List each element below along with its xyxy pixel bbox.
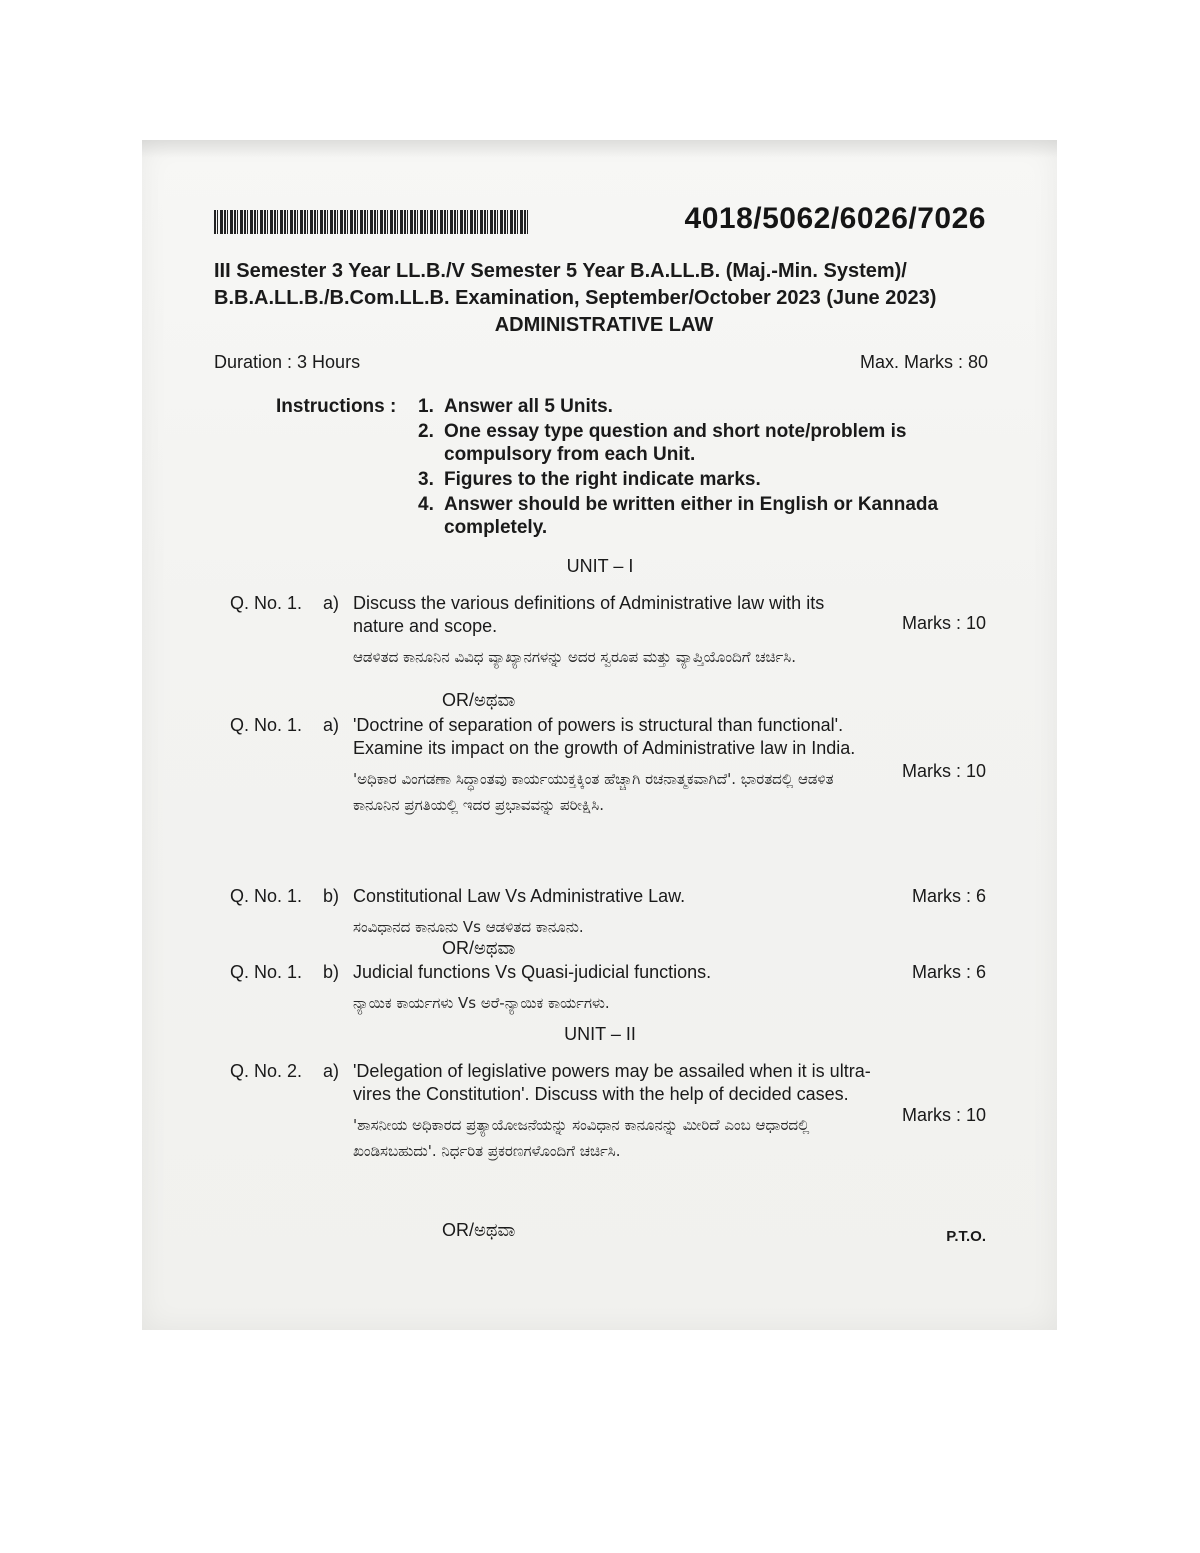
instruction-text: One essay type question and short note/problem is compulsory from each Unit. (444, 421, 907, 465)
or-separator: OR/ಅಥವಾ (442, 1220, 516, 1240)
question-text-en: 'Doctrine of separation of powers is structural than functional'. Examine its impact on the growth of Administrative law in India. (353, 715, 856, 758)
question-text-en: 'Delegation of legislative powers may be assailed when it is ultra-vires the Constitution'. Discuss with the help of decided cases. (353, 1061, 871, 1104)
question-number: Q. No. 2. (230, 1061, 303, 1081)
question-marks: Marks : 10 (901, 1105, 986, 1125)
question-marks: Marks : 10 (901, 761, 986, 781)
question-number: Q. No. 1. (230, 715, 303, 735)
question-text-en: Constitutional Law Vs Administrative Law. (353, 886, 686, 906)
exam-header (214, 258, 994, 339)
question-block (230, 714, 990, 818)
question-text-kn: ನ್ಯಾಯಿಕ ಕಾರ್ಯಗಳು Vs ಅರೆ-ನ್ಯಾಯಿಕ ಕಾರ್ಯಗಳು. (353, 994, 610, 1012)
question-block (230, 885, 990, 940)
duration: Duration : 3 Hours (214, 352, 361, 372)
question-part: a) (323, 715, 340, 735)
instruction-number: 2. (418, 421, 434, 442)
barcode (214, 210, 530, 234)
question-marks: Marks : 6 (911, 962, 986, 982)
instruction-number: 4. (418, 494, 434, 515)
question-text-en: Judicial functions Vs Quasi-judicial functions. (353, 962, 712, 982)
question-text-kn: ಆಡಳಿತದ ಕಾನೂನಿನ ವಿವಿಧ ವ್ಯಾಖ್ಯಾನಗಳನ್ನು ಅದರ ಸ್ವರೂಪ ಮತ್ತು ವ್ಯಾಪ್ತಿಯೊಂದಿಗೆ ಚರ್ಚಿಸಿ. (353, 648, 797, 666)
duration-row (214, 352, 988, 373)
question-part: a) (323, 593, 340, 613)
question-number: Q. No. 1. (230, 962, 303, 982)
unit-heading: UNIT – II (564, 1024, 636, 1044)
instructions-label: Instructions : (276, 396, 397, 417)
question-block (230, 1060, 990, 1164)
or-separator: OR/ಅಥವಾ (442, 938, 516, 958)
instruction-text: Figures to the right indicate marks. (444, 469, 761, 490)
question-text-kn: 'ಶಾಸನೀಯ ಅಧಿಕಾರದ ಪ್ರತ್ಯಾಯೋಜನೆಯನ್ನು ಸಂವಿಧಾನ ಕಾನೂನನ್ನು ಮೀರಿದೆ ಎಂಬ ಆಧಾರದಲ್ಲಿ ಖಂಡಿಸಬಹುದು'. ನಿರ್ಧರಿತ ಪ್ರಕರಣಗಳೊಂದಿಗೆ ಚರ್ಚಿಸಿ. (353, 1116, 810, 1160)
header-line-1: III Semester 3 Year LL.B./V Semester 5 Year B.A.LL.B. (Maj.-Min. System)/ (214, 260, 907, 282)
question-block (230, 592, 990, 670)
instruction-item (418, 395, 966, 418)
question-part: b) (323, 962, 340, 982)
question-marks: Marks : 10 (901, 613, 986, 633)
question-text-kn: 'ಅಧಿಕಾರ ವಿಂಗಡಣಾ ಸಿದ್ಧಾಂತವು ಕಾರ್ಯಯುಕ್ತಕ್ಕಿಂತ ಹೆಚ್ಚಾಗಿ ರಚನಾತ್ಮಕವಾಗಿದೆ'. ಭಾರತದಲ್ಲಿ ಆಡಳಿತ ಕಾನೂನಿನ ಪ್ರಗತಿಯಲ್ಲಿ ಇದರ ಪ್ರಭಾವವನ್ನು ಪರೀಕ್ಷಿಸಿ. (353, 770, 834, 814)
or-separator: OR/ಅಥವಾ (442, 690, 516, 710)
instructions (276, 395, 966, 541)
question-number: Q. No. 1. (230, 886, 303, 906)
paper-code: 4018/5062/6026/7026 (684, 202, 986, 235)
question-part: b) (323, 886, 340, 906)
question-number: Q. No. 1. (230, 593, 303, 613)
instruction-item (418, 493, 966, 539)
pto-label: P.T.O. (946, 1228, 986, 1245)
instruction-item (418, 468, 966, 491)
subject-title: ADMINISTRATIVE LAW (494, 314, 714, 336)
question-text-en: Discuss the various definitions of Administrative law with its nature and scope. (353, 593, 825, 636)
instruction-item (418, 420, 966, 466)
instruction-text: Answer should be written either in English or Kannada completely. (444, 494, 939, 538)
question-part: a) (323, 1061, 340, 1081)
max-marks: Max. Marks : 80 (859, 352, 988, 372)
instruction-number: 1. (418, 396, 434, 417)
header-line-2: B.B.A.LL.B./B.Com.LL.B. Examination, September/October 2023 (June 2023) (214, 287, 937, 309)
instruction-text: Answer all 5 Units. (444, 396, 613, 417)
question-block (230, 961, 990, 1016)
question-text-kn: ಸಂವಿಧಾನದ ಕಾನೂನು Vs ಆಡಳಿತದ ಕಾನೂನು. (353, 918, 584, 936)
instruction-number: 3. (418, 469, 434, 490)
unit-heading: UNIT – I (566, 556, 634, 576)
question-marks: Marks : 6 (911, 886, 986, 906)
